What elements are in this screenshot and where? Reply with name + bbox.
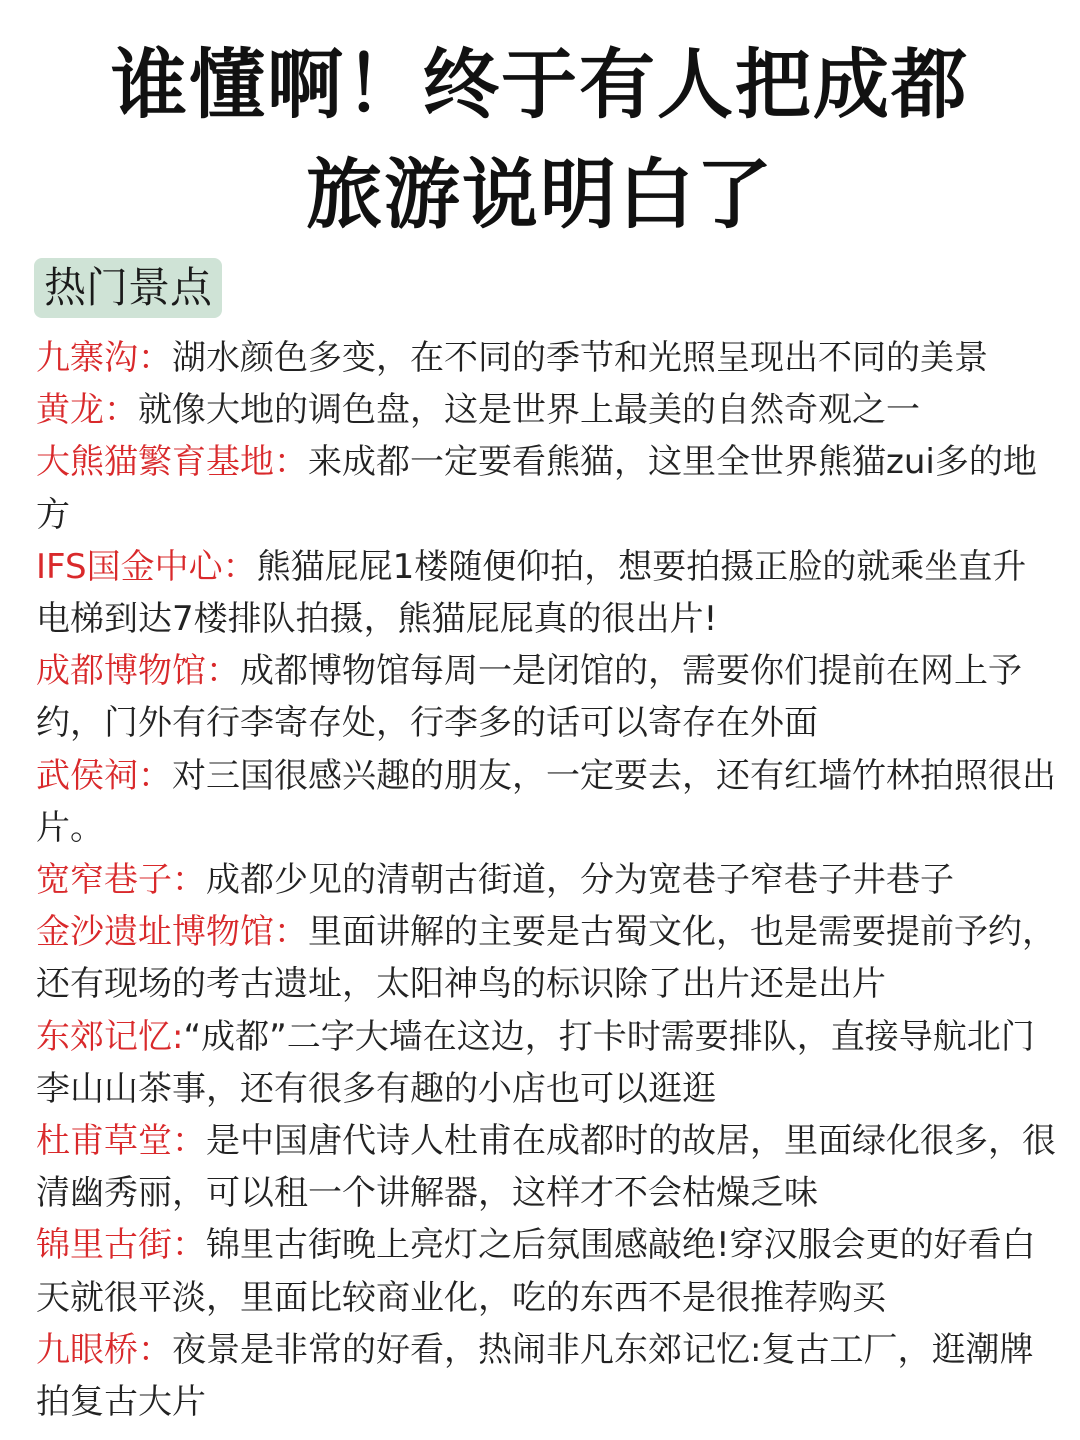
list-item [36, 750, 1056, 854]
spot-desc: 熊猫屁屁1楼随便仰拍，想要拍摄正脸的就乘坐直升电梯到达7楼排队拍摄，熊猫屁屁真的很出片! [36, 546, 1027, 640]
section-tag: 热门景点 [34, 258, 222, 318]
spot-name: 东郊记忆: [36, 1016, 184, 1057]
spot-desc: “成都”二字大墙在这边，打卡时需要排队，直接导航北门李山山茶事，还有很多有趣的小店也可以逛逛 [36, 1016, 1035, 1109]
spot-name: 武侯祠： [36, 755, 172, 796]
spot-name: 九眼桥： [36, 1329, 172, 1370]
spot-name: 杜甫草堂： [36, 1121, 206, 1162]
spot-name: 成都博物馆： [36, 651, 240, 692]
list-item [36, 541, 1056, 645]
spot-desc: 里面讲解的主要是古蜀文化，也是需要提前予约，还有现场的考古遗址，太阳神鸟的标识除了出片还是出片 [36, 912, 1056, 1005]
spot-desc: 锦里古街晚上亮灯之后氛围感敲绝!穿汉服会更的好看白天就很平淡，里面比较商业化，吃的东西不是很推荐购买 [36, 1225, 1036, 1318]
spot-name: 大熊猫繁育基地： [36, 442, 308, 483]
page-title-line-1: 谁懂啊！终于有人把成都 [111, 40, 969, 129]
list-item [36, 854, 1056, 906]
list-item [36, 906, 1056, 1010]
spot-desc: 就像大地的调色盘，这是世界上最美的自然奇观之一 [138, 390, 920, 431]
spot-name: 宽窄巷子： [36, 860, 206, 901]
spot-name: 锦里古街： [36, 1225, 206, 1266]
spot-desc: 对三国很感兴趣的朋友，一定要去，还有红墙竹林拍照很出片。 [36, 755, 1056, 848]
spot-name: 九寨沟： [36, 338, 172, 378]
list-item [36, 1115, 1056, 1219]
spot-desc: 夜景是非常的好看，热闹非凡东郊记忆:复古工厂，逛潮牌拍复古大片 [36, 1329, 1034, 1423]
spot-name: 金沙遗址博物馆： [36, 912, 308, 953]
spot-name: IFS国金中心： [36, 546, 257, 587]
list-item [36, 332, 1056, 384]
spot-desc: 成都博物馆每周一是闭馆的，需要你们提前在网上予约，门外有行李寄存处，行李多的话可以寄存在外面 [36, 651, 1022, 744]
page-title-line-2: 旅游说明白了 [306, 150, 774, 239]
list-item [36, 1219, 1056, 1323]
list-item [36, 645, 1056, 749]
spot-desc: 来成都一定要看熊猫，这里全世界熊猫zui多的地方 [36, 442, 1037, 535]
spot-desc: 湖水颜色多变，在不同的季节和光照呈现出不同的美景 [172, 338, 988, 378]
spot-desc: 成都少见的清朝古街道，分为宽巷子窄巷子井巷子 [206, 860, 954, 901]
list-item [36, 384, 1056, 436]
spot-name: 黄龙： [36, 390, 138, 431]
list-item [36, 1324, 1056, 1428]
list-item [36, 1011, 1056, 1115]
list-item [36, 436, 1056, 540]
spot-list [36, 332, 1056, 1428]
spot-desc: 是中国唐代诗人杜甫在成都时的故居，里面绿化很多，很清幽秀丽，可以租一个讲解器，这样才不会枯燥乏味 [36, 1121, 1056, 1214]
